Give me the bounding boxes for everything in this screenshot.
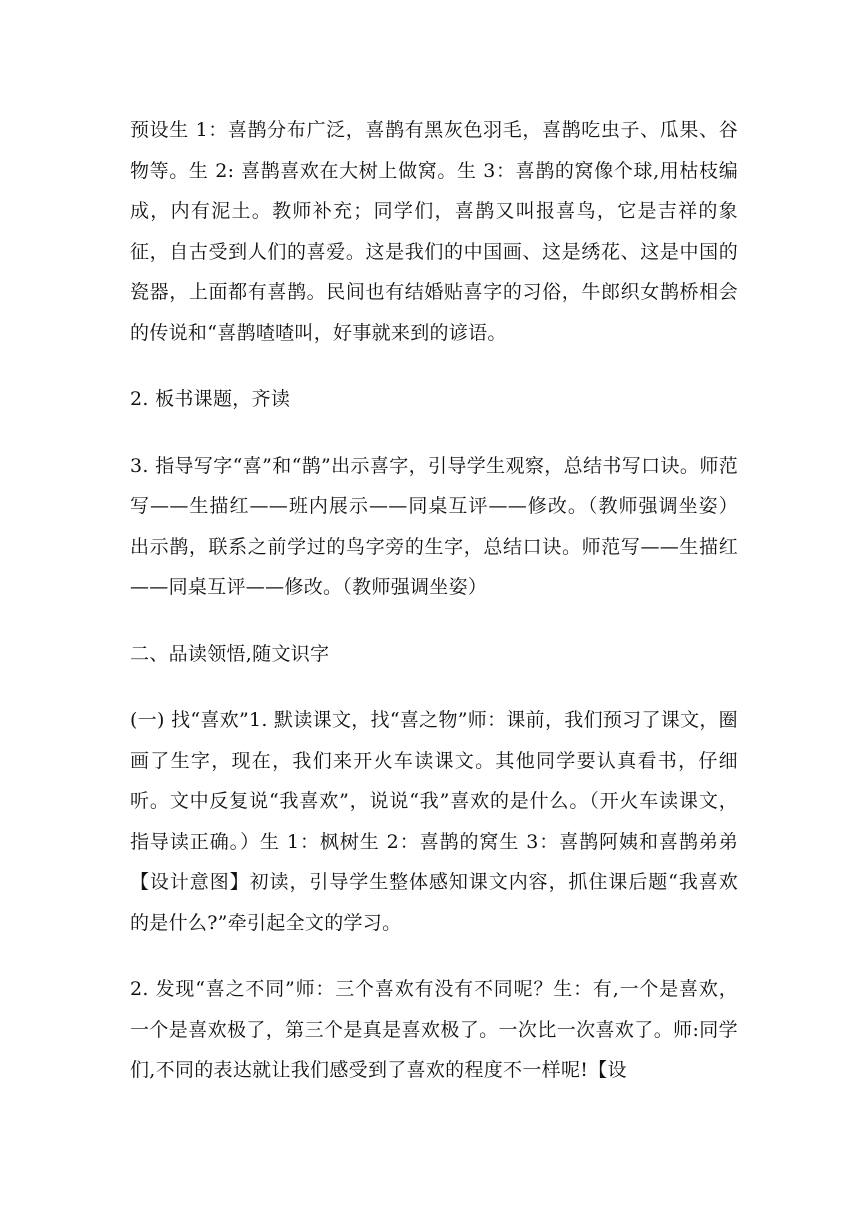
paragraph-find-likes: (一) 找“喜欢”1. 默读课文，找“喜之物”师：课前，我们预习了课文，圈画了生字，现在，我们来开火车读课文。其他同学要认真看书，仔细听。文中反复说“我喜欢”，说说“我”喜欢的是什么。（开火车读课文，指导读正确。）生 1：枫树生 2：喜鹊的窝生 3：喜鹊阿姨和喜鹊弟弟【设计意图】初读，引导学生整体感知课文内容，抓住课后题“我喜欢的是什么?”牵引起全文的学习。 bbox=[130, 709, 738, 934]
paragraph-board-title: 2. 板书课题，齐读 bbox=[130, 388, 291, 410]
paragraph-find-differences: 2. 发现“喜之不同”师：三个喜欢有没有不同呢？生：有,一个是喜欢，一个是喜欢极了，第三个是真是喜欢极了。一次比一次喜欢了。师:同学们,不同的表达就让我们感受到了喜欢的程度不一样呢!【设 bbox=[130, 978, 738, 1081]
document-page bbox=[130, 110, 738, 1117]
section-heading: 二、品读领悟,随文识字 bbox=[130, 642, 330, 665]
paragraph-writing-guidance: 3. 指导写字“喜”和“鹊”出示喜字，引导学生观察，总结书写口诀。师范写——生描红——班内展示——同桌互评——修改。（教师强调坐姿） 出示鹊，联系之前学过的鸟字旁的生字，总结口诀。师范写——生描红——同桌互评——修改。（教师强调坐姿） bbox=[130, 454, 738, 598]
paragraph-preset-answers: 预设生 1：喜鹊分布广泛，喜鹊有黑灰色羽毛，喜鹊吃虫子、瓜果、谷物等。生 2: 喜鹊喜欢在大树上做窝。生 3：喜鹊的窝像个球,用枯枝编成，内有泥土。教师补充；同学们，喜鹊又叫报喜鸟，它是吉祥的象征，自古受到人们的喜爱。这是我们的中国画、这是绣花、这是中国的瓷器，上面都有喜鹊。民间也有结婚贴喜字的习俗，牛郎织女鹊桥相会的传说和“喜鹊喳喳叫，好事就来到的谚语。 bbox=[130, 119, 738, 344]
